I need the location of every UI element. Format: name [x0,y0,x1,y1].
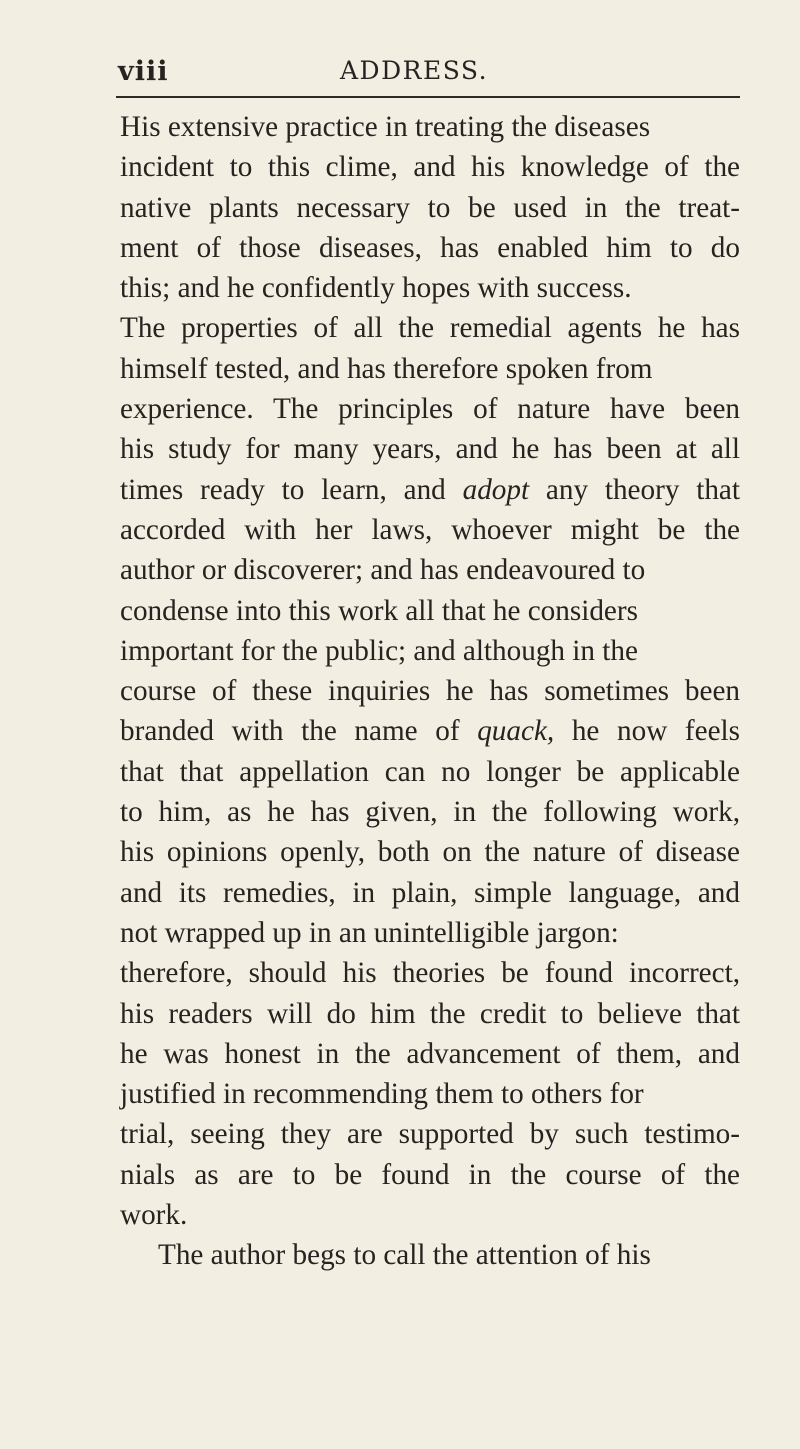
text-line: and its remedies, in plain, simple language, and [120,876,740,909]
text-line: not wrapped up in an unintelligible jargon: [120,916,619,949]
italic-word: quack, [477,715,555,748]
header-rule [116,96,740,98]
text-line: course of these inquiries he has sometimes been [120,675,740,708]
italic-word: adopt [462,473,530,506]
text-line: The properties of all the remedial agents he has [120,312,740,345]
text-line: incident to this clime, and his knowledge of the [120,151,740,184]
text-line: therefore, should his theories be found incorrect, [120,957,740,990]
text-line: author or discoverer; and has endeavoured to [120,554,646,587]
page-number: viii [118,56,169,87]
text-line: this; and he confidently hopes with success. [120,272,632,305]
text-line: nials as are to be found in the course of the [120,1158,740,1191]
text-segment: branded with the name of [120,715,478,748]
running-head: ADDRESS. [340,56,489,85]
text-line: to him, as he has given, in the following work, [120,796,740,829]
text-line: his readers will do him the credit to believe that [120,997,740,1030]
text-line: native plants necessary to be used in the treat- [120,191,740,224]
text-line: experience. The principles of nature have been [120,393,740,426]
text-line: himself tested, and has therefore spoken from [120,352,653,385]
text-line: The author begs to call the attention of his [158,1239,651,1272]
text-segment: times ready to learn, and [120,473,463,506]
text-line: important for the public; and although in the [120,634,638,667]
text-line: His extensive practice in treating the diseases [120,111,651,143]
body-text [120,107,760,1276]
text-line: justified in recommending them to others for [120,1078,644,1111]
text-segment: any theory that [529,473,740,506]
text-line: that that appellation can no longer be applicable [120,755,740,788]
text-segment: he now feels [554,715,740,748]
text-line [120,470,760,510]
page-header [118,56,740,90]
text-line: his opinions openly, both on the nature of disease [120,836,740,869]
text-line: work. [120,1199,188,1232]
text-line: condense into this work all that he considers [120,594,638,627]
text-line: accorded with her laws, whoever might be the [120,513,740,546]
text-line [120,711,760,751]
text-line: trial, seeing they are supported by such testimo- [120,1118,740,1151]
text-line: ment of those diseases, has enabled him to do [120,231,740,264]
text-line: he was honest in the advancement of them, and [120,1037,740,1070]
text-line: his study for many years, and he has been at all [120,433,740,466]
